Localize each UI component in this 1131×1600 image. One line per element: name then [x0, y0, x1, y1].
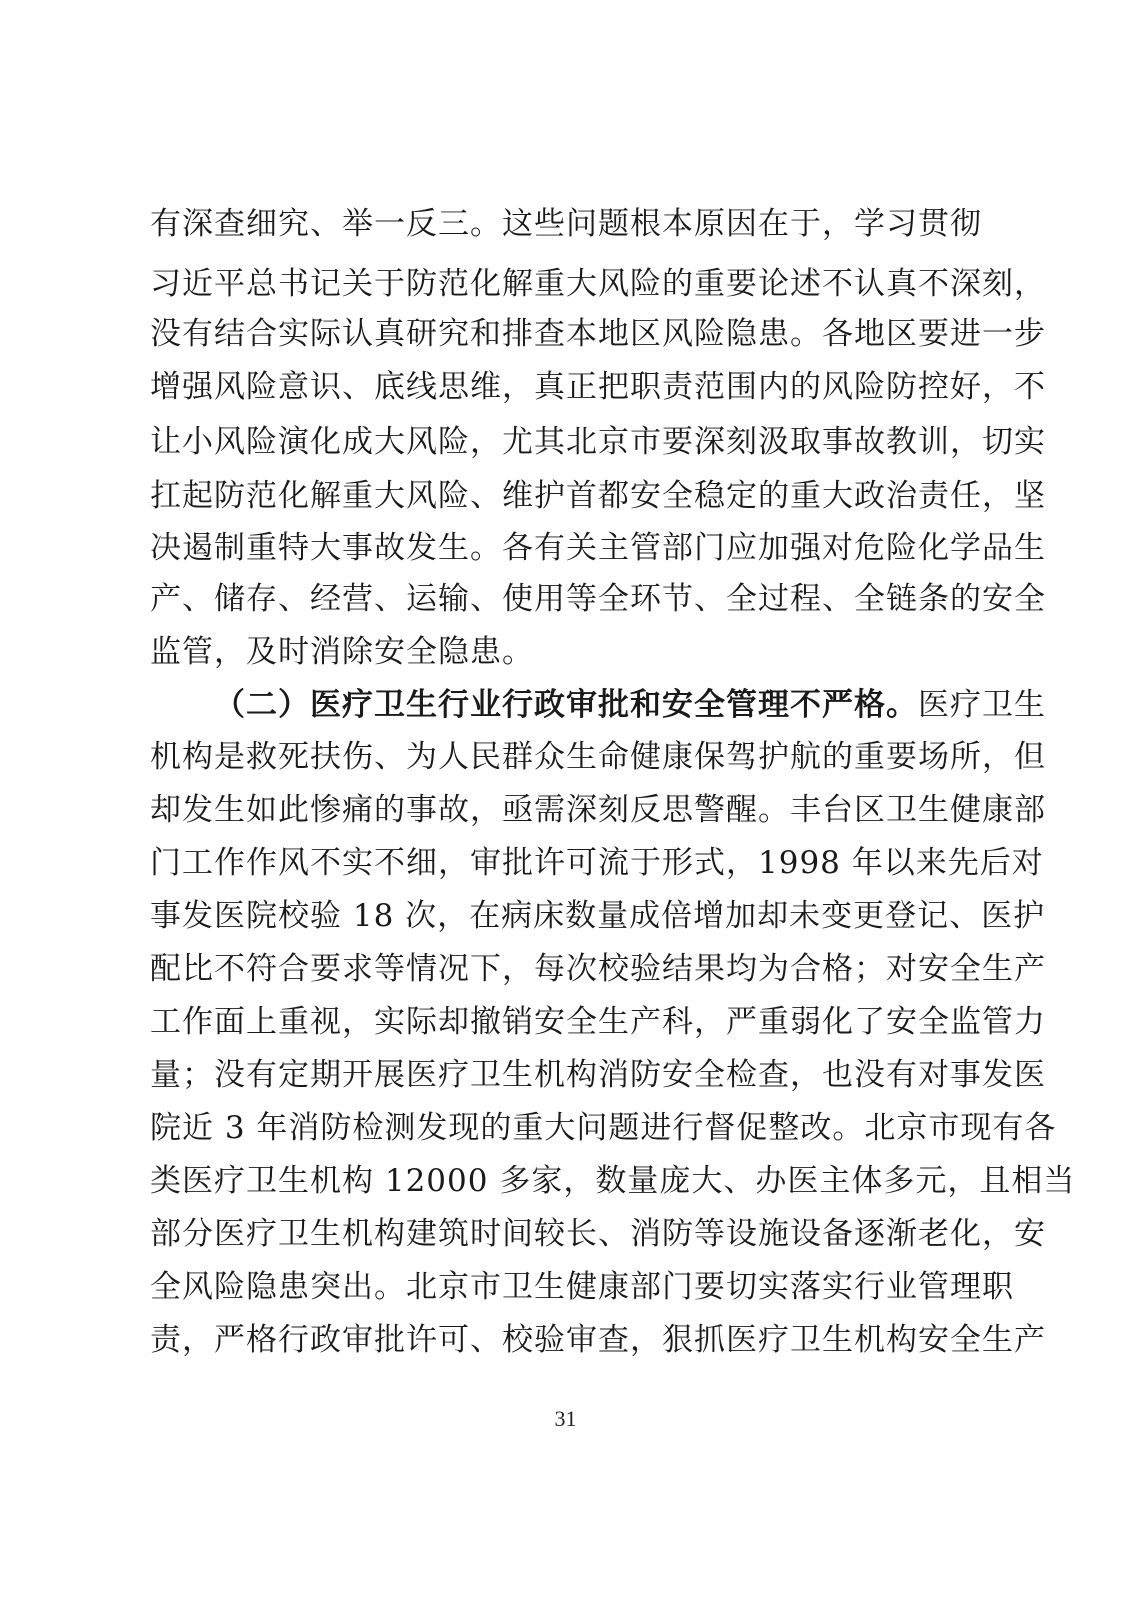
- paragraph-1-line-3: 没有结合实际认真研究和排查本地区风险隐患。各地区要进一步: [150, 316, 1046, 352]
- paragraph-2-line-3: 门工作作风不实不细，审批许可流于形式，1998 年以来先后对: [150, 845, 1044, 881]
- paragraph-1-line-2: 习近平总书记关于防范化解重大风险的重要论述不认真不深刻，: [150, 266, 1046, 302]
- paragraph-2-line-1: 机构是救死扶伤、为人民群众生命健康保驾护航的重要场所，但: [150, 739, 1046, 775]
- section-heading: （二）医疗卫生行业行政审批和安全管理不严格。: [214, 687, 918, 723]
- paragraph-2-line-2: 却发生如此惨痛的事故，亟需深刻反思警醒。丰台区卫生健康部: [150, 792, 1046, 828]
- paragraph-1-line-1: 有深查细究、举一反三。这些问题根本原因在于，学习贯彻: [150, 206, 982, 242]
- paragraph-1-line-4: 增强风险意识、底线思维，真正把职责范围内的风险防控好，不: [150, 369, 1046, 405]
- paragraph-1-line-9: 监管，及时消除安全隐患。: [150, 634, 534, 670]
- paragraph-2-line-7: 量；没有定期开展医疗卫生机构消防安全检查，也没有对事发医: [150, 1057, 1046, 1093]
- paragraph-1-line-5: 让小风险演化成大风险，尤其北京市要深刻汲取事故教训，切实: [150, 424, 1046, 460]
- paragraph-2-first-line-rest: 医疗卫生: [918, 687, 1046, 723]
- paragraph-1-line-7: 决遏制重特大事故发生。各有关主管部门应加强对危险化学品生: [150, 530, 1046, 566]
- paragraph-2-line-6: 工作面上重视，实际却撤销安全生产科，严重弱化了安全监管力: [150, 1004, 1046, 1040]
- page-number: 31: [554, 1406, 577, 1431]
- paragraph-2-line-10: 部分医疗卫生机构建筑时间较长、消防等设施设备逐渐老化，安: [150, 1216, 1046, 1252]
- paragraph-2-first-line: [214, 685, 1046, 725]
- paragraph-2-line-8: 院近 3 年消防检测发现的重大问题进行督促整改。北京市现有各: [150, 1110, 1057, 1146]
- paragraph-2-line-5: 配比不符合要求等情况下，每次校验结果均为合格；对安全生产: [150, 951, 1046, 987]
- paragraph-1-line-6: 扛起防范化解重大风险、维护首都安全稳定的重大政治责任，坚: [150, 478, 1046, 514]
- paragraph-2-line-4: 事发医院校验 18 次，在病床数量成倍增加却未变更登记、医护: [150, 898, 1046, 934]
- paragraph-1-line-8: 产、储存、经营、运输、使用等全环节、全过程、全链条的安全: [150, 581, 1046, 617]
- paragraph-2-line-9: 类医疗卫生机构 12000 多家，数量庞大、办医主体多元，且相当: [150, 1163, 1076, 1199]
- paragraph-2-line-12: 责，严格行政审批许可、校验审查，狠抓医疗卫生机构安全生产: [150, 1322, 1046, 1358]
- paragraph-2-line-11: 全风险隐患突出。北京市卫生健康部门要切实落实行业管理职: [150, 1269, 1014, 1305]
